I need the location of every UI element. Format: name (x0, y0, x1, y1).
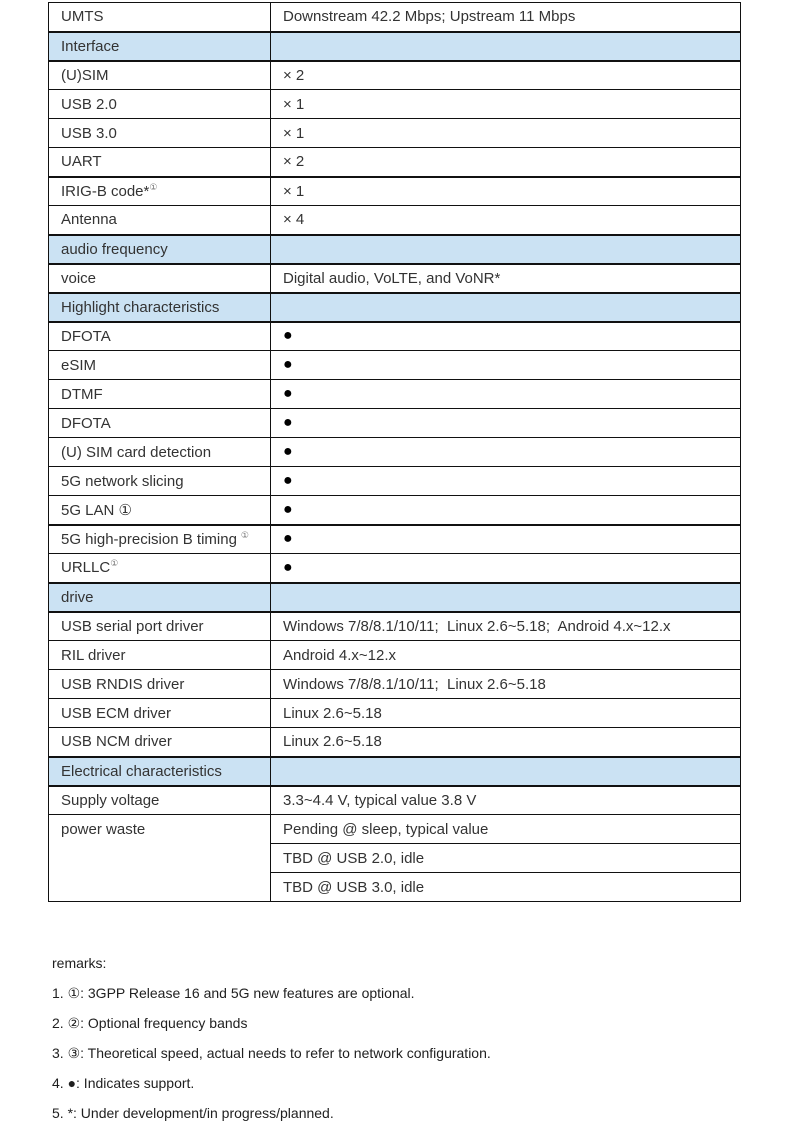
term-cell: 5G LAN ① (49, 496, 271, 525)
value-cell: × 1 (271, 90, 741, 119)
support-dot: ● (271, 351, 741, 380)
value-cell: TBD @ USB 2.0, idle (271, 844, 741, 873)
term-cell: USB 2.0 (49, 90, 271, 119)
section-empty-cell (271, 235, 741, 264)
support-dot: ● (271, 380, 741, 409)
value-cell: × 2 (271, 148, 741, 177)
section-header-row (49, 583, 741, 612)
table-row (49, 728, 741, 757)
section-title: Electrical characteristics (49, 757, 271, 786)
term-cell: UART (49, 148, 271, 177)
term-cell: 5G network slicing (49, 467, 271, 496)
value-cell: Windows 7/8/8.1/10/11; Linux 2.6~5.18 (271, 670, 741, 699)
remark-item-4: 4. ●: Indicates support. (52, 1075, 195, 1091)
table-row (49, 815, 741, 844)
term-cell: power waste (49, 815, 271, 902)
section-title: audio frequency (49, 235, 271, 264)
table-row (49, 90, 741, 119)
support-dot: ● (271, 467, 741, 496)
support-dot: ● (271, 438, 741, 467)
support-dot: ● (271, 525, 741, 554)
value-cell: Windows 7/8/8.1/10/11; Linux 2.6~5.18; Android 4.x~12.x (271, 612, 741, 641)
table-row (49, 380, 741, 409)
table-row (49, 496, 741, 525)
table-row (49, 322, 741, 351)
term-cell: DFOTA (49, 409, 271, 438)
table-row (49, 177, 741, 206)
table-row (49, 351, 741, 380)
footnote-marker: ① (240, 529, 249, 540)
value-cell: × 1 (271, 119, 741, 148)
section-title: drive (49, 583, 271, 612)
remark-item-3: 3. ③: Theoretical speed, actual needs to refer to network configuration. (52, 1045, 491, 1061)
term-cell: UMTS (49, 3, 271, 32)
remarks-title: remarks: (52, 955, 107, 971)
table-row (49, 119, 741, 148)
value-cell: Android 4.x~12.x (271, 641, 741, 670)
value-cell: Digital audio, VoLTE, and VoNR* (271, 264, 741, 293)
footnote-marker: ① (110, 558, 119, 569)
table-row (49, 525, 741, 554)
table-row (49, 264, 741, 293)
term-cell: voice (49, 264, 271, 293)
section-empty-cell (271, 32, 741, 61)
term-cell: eSIM (49, 351, 271, 380)
table-row (49, 670, 741, 699)
term-cell: (U) SIM card detection (49, 438, 271, 467)
support-dot: ● (271, 496, 741, 525)
table-row (49, 641, 741, 670)
remark-item-1: 1. ①: 3GPP Release 16 and 5G new features are optional. (52, 985, 415, 1001)
section-empty-cell (271, 757, 741, 786)
section-header-row (49, 32, 741, 61)
value-cell: Linux 2.6~5.18 (271, 699, 741, 728)
table-row (49, 148, 741, 177)
value-cell: Downstream 42.2 Mbps; Upstream 11 Mbps (271, 3, 741, 32)
term-cell: Supply voltage (49, 786, 271, 815)
table-row (49, 206, 741, 235)
table-row (49, 438, 741, 467)
table-row (49, 554, 741, 583)
footnote-marker: ① (149, 181, 158, 192)
section-empty-cell (271, 293, 741, 322)
term-cell: USB ECM driver (49, 699, 271, 728)
section-empty-cell (271, 583, 741, 612)
remarks-section (52, 948, 752, 1128)
table-row (49, 612, 741, 641)
table-row (49, 699, 741, 728)
term-cell: Antenna (49, 206, 271, 235)
section-title: Interface (49, 32, 271, 61)
section-title: Highlight characteristics (49, 293, 271, 322)
table-row (49, 3, 741, 32)
table-row (49, 786, 741, 815)
support-dot: ● (271, 409, 741, 438)
table-row (49, 467, 741, 496)
value-cell: 3.3~4.4 V, typical value 3.8 V (271, 786, 741, 815)
value-cell: TBD @ USB 3.0, idle (271, 873, 741, 902)
term-cell: USB serial port driver (49, 612, 271, 641)
value-cell: × 4 (271, 206, 741, 235)
section-header-row (49, 293, 741, 322)
term-cell: DTMF (49, 380, 271, 409)
term-cell: USB NCM driver (49, 728, 271, 757)
term-cell: USB 3.0 (49, 119, 271, 148)
value-cell: × 1 (271, 177, 741, 206)
term-cell: (U)SIM (49, 61, 271, 90)
term-cell: DFOTA (49, 322, 271, 351)
table-row (49, 61, 741, 90)
value-cell: × 2 (271, 61, 741, 90)
term-cell: IRIG-B code*① (49, 177, 271, 206)
remark-item-5: 5. *: Under development/in progress/planned. (52, 1105, 334, 1121)
spec-table (48, 2, 741, 902)
section-header-row (49, 757, 741, 786)
term-cell: USB RNDIS driver (49, 670, 271, 699)
value-cell: Linux 2.6~5.18 (271, 728, 741, 757)
section-header-row (49, 235, 741, 264)
value-cell: Pending @ sleep, typical value (271, 815, 741, 844)
table-row (49, 409, 741, 438)
term-cell: 5G high-precision B timing ① (49, 525, 271, 554)
term-cell: RIL driver (49, 641, 271, 670)
term-cell: URLLC① (49, 554, 271, 583)
support-dot: ● (271, 554, 741, 583)
remark-item-2: 2. ②: Optional frequency bands (52, 1015, 248, 1031)
support-dot: ● (271, 322, 741, 351)
